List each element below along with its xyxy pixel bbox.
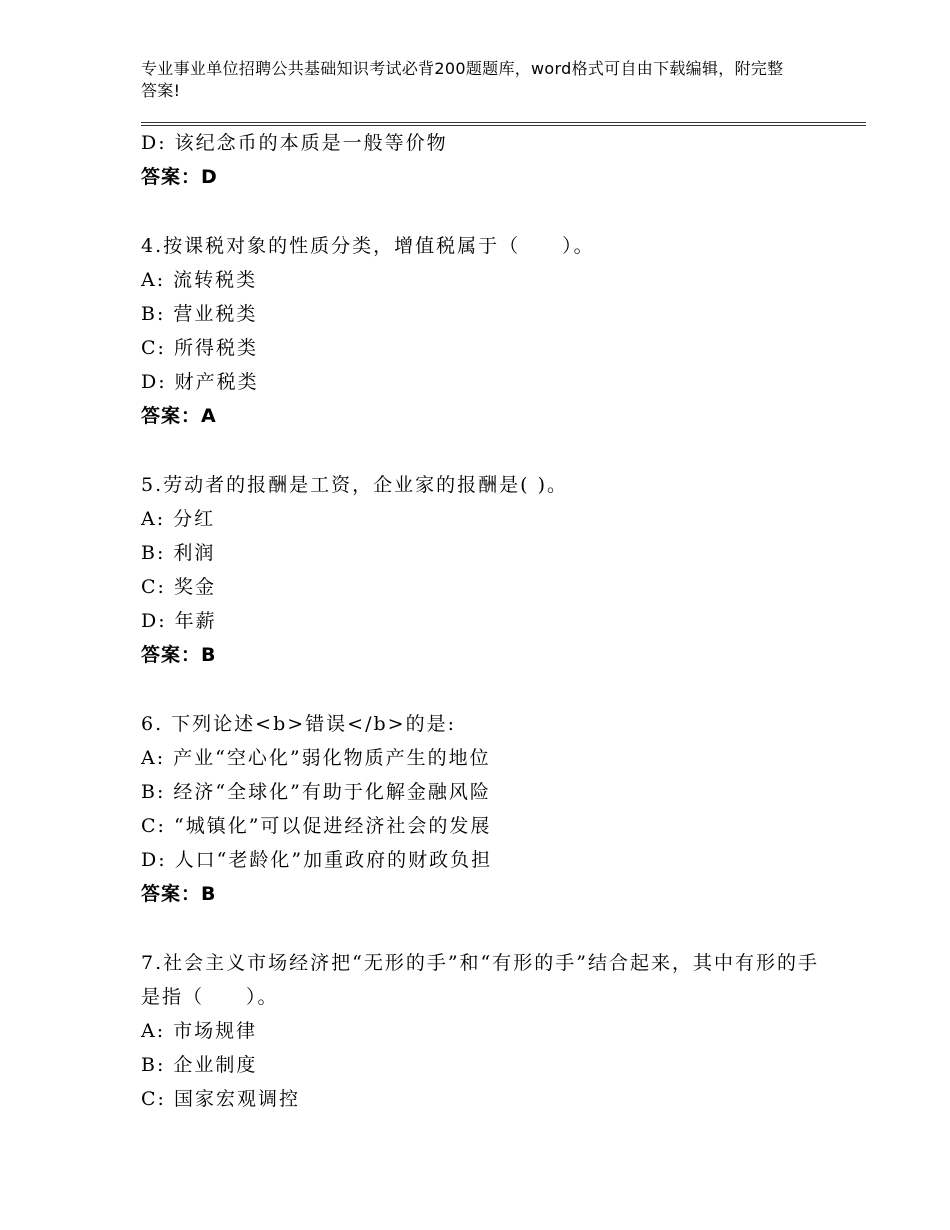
option-c: C: 所得税类 <box>141 337 258 359</box>
question-text: 6. 下列论述<b>错误</b>的是: <box>141 713 456 735</box>
option-a: A: 产业“空心化”弱化物质产生的地位 <box>141 747 491 769</box>
option-c: C: 奖金 <box>141 576 216 598</box>
answer: 答案：B <box>141 644 217 666</box>
option-c: C: “城镇化”可以促进经济社会的发展 <box>141 815 492 837</box>
option-b: B: 企业制度 <box>141 1054 258 1076</box>
option-b: B: 经济“全球化”有助于化解金融风险 <box>141 781 491 803</box>
option-b: B: 营业税类 <box>141 303 258 325</box>
question-text: 7.社会主义市场经济把“无形的手”和“有形的手”结合起来，其中有形的手是指（ ）。 <box>141 952 819 1008</box>
option-d: D: 年薪 <box>141 610 217 632</box>
option-c: C: 国家宏观调控 <box>141 1088 300 1110</box>
document-title: 专业事业单位招聘公共基础知识考试必背200题题库，word格式可自由下载编辑，附完整答案! <box>141 59 784 100</box>
question-5 <box>141 468 821 672</box>
answer: 答案：D <box>141 166 218 188</box>
question-7 <box>141 946 821 1116</box>
question-6 <box>141 707 821 911</box>
question-text: 5.劳动者的报酬是工资，企业家的报酬是( )。 <box>141 474 568 496</box>
option-d: D: 该纪念币的本质是一般等价物 <box>141 132 448 154</box>
question-3-tail <box>141 126 821 194</box>
page-header <box>141 58 791 102</box>
question-text: 4.按课税对象的性质分类，增值税属于（ ）。 <box>141 235 595 257</box>
answer: 答案：B <box>141 883 217 905</box>
question-4 <box>141 229 821 433</box>
spacer <box>141 672 821 707</box>
option-a: A: 市场规律 <box>141 1020 258 1042</box>
option-a: A: 流转税类 <box>141 269 258 291</box>
spacer <box>141 911 821 946</box>
spacer <box>141 433 821 468</box>
option-d: D: 人口“老龄化”加重政府的财政负担 <box>141 849 493 871</box>
option-b: B: 利润 <box>141 542 216 564</box>
option-d: D: 财产税类 <box>141 371 259 393</box>
spacer <box>141 194 821 229</box>
answer: 答案：A <box>141 405 217 427</box>
option-a: A: 分红 <box>141 508 216 530</box>
question-list <box>141 126 821 1116</box>
